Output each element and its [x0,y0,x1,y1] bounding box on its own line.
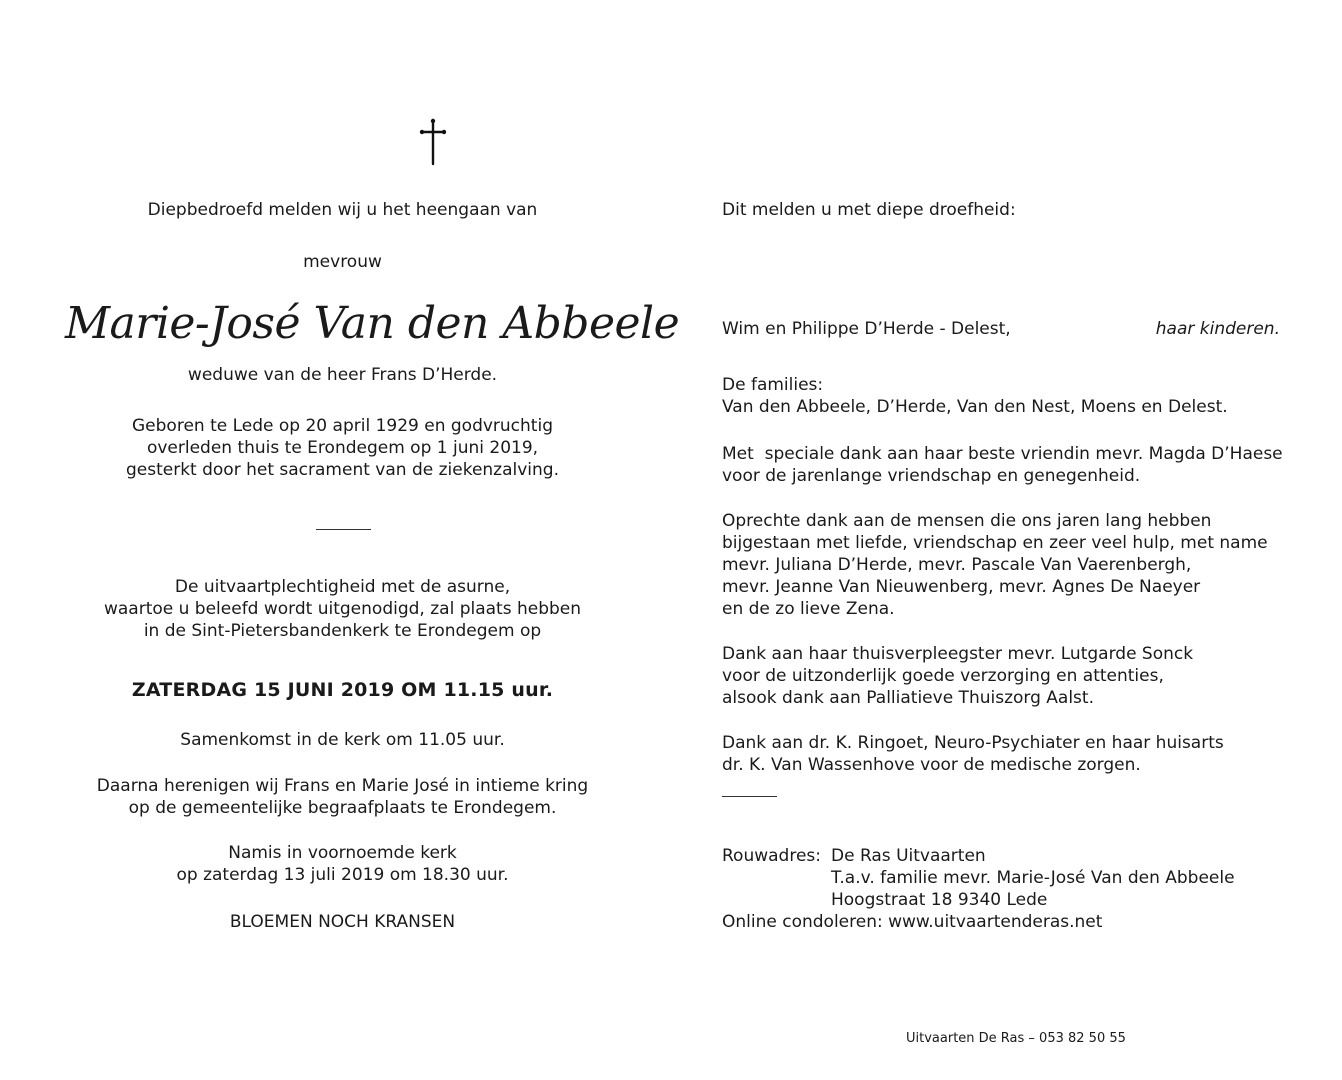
families-list: Van den Abbeele, D’Herde, Van den Nest, Moens en Delest. [722,397,1228,417]
address-line-1: De Ras Uitvaarten [831,846,986,866]
deceased-name: Marie-José Van den Abbeele [65,298,680,349]
ceremony-line-3: in de Sint-Pietersbandenkerk te Erondegem op [143,621,542,641]
thanks-people-line-2: bijgestaan met liefde, vriendschap en zeer veel hulp, met name [722,533,1268,553]
thanks-people-line-5: en de zo lieve Zena. [722,599,895,619]
mourning-address [722,845,1235,933]
children-names: Wim en Philippe D’Herde - Delest, [722,319,1011,339]
thanks-friend-line-2: voor de jarenlange vriendschap en genegenheid. [722,466,1141,486]
families-label: De families: [722,375,824,395]
widow-of-text: weduwe van de heer Frans D’Herde. [187,365,498,385]
dagger-cross-icon [417,118,449,166]
address-row [722,845,1235,867]
divider-line [722,796,777,797]
later-mass-line-2: op zaterdag 13 juli 2019 om 18.30 uur. [176,865,509,885]
ceremony-line-2: waartoe u beleefd wordt uitgenodigd, zal plaats hebben [103,599,582,619]
thanks-people-line-1: Oprechte dank aan de mensen die ons jaren lang hebben [722,511,1212,531]
address-line-2: T.a.v. familie mevr. Marie-José Van den Abbeele [831,868,1235,888]
thanks-people-line-4: mevr. Jeanne Van Nieuwenberg, mevr. Agnes De Naeyer [722,577,1201,597]
thanks-nurse-line-3: alsook dank aan Palliatieve Thuiszorg Aalst. [722,688,1094,708]
thanks-nurse-line-1: Dank aan haar thuisverpleegster mevr. Lutgarde Sonck [722,644,1194,664]
online-condolence: Online condoleren: www.uitvaartenderas.net [722,912,1103,932]
thanks-doctors-line-1: Dank aan dr. K. Ringoet, Neuro-Psychiater en haar huisarts [722,733,1224,753]
burial-line-2: op de gemeentelijke begraafplaats te Erondegem. [128,798,557,818]
thanks-nurse-line-2: voor de uitzonderlijk goede verzorging en attenties, [722,666,1164,686]
funeral-date: ZATERDAG 15 JUNI 2019 OM 11.15 uur. [131,679,554,701]
intro-text: Dit melden u met diepe droefheid: [722,200,1016,220]
address-line-3: Hoogstraat 18 9340 Lede [831,890,1048,910]
birth-death-line-2: overleden thuis te Erondegem op 1 juni 2019, [146,438,539,458]
thanks-friend-line-1: Met speciale dank aan haar beste vriendin mevr. Magda D’Haese [722,444,1283,464]
thanks-people-line-3: mevr. Juliana D’Herde, mevr. Pascale Van Vaerenbergh, [722,555,1192,575]
ceremony-line-1: De uitvaartplechtigheid met de asurne, [174,577,511,597]
birth-death-line-1: Geboren te Lede op 20 april 1929 en godvruchtig [132,416,553,436]
funeral-home-footer: Uitvaarten De Ras – 053 82 50 55 [906,1031,1126,1046]
children-role: haar kinderen. [1155,319,1280,339]
honorific-text: mevrouw [303,252,382,272]
later-mass-line-1: Namis in voornoemde kerk [228,843,457,863]
thanks-doctors-line-2: dr. K. Van Wassenhove voor de medische zorgen. [722,755,1141,775]
flowers-notice: BLOEMEN NOCH KRANSEN [229,912,456,932]
divider-line [316,529,371,530]
gathering-text: Samenkomst in de kerk om 11.05 uur. [180,730,505,750]
burial-line-1: Daarna herenigen wij Frans en Marie José in intieme kring [96,776,589,796]
address-label: Rouwadres: [722,846,821,866]
birth-death-line-3: gesterkt door het sacrament van de ziekenzalving. [125,460,560,480]
announcement-text: Diepbedroefd melden wij u het heengaan van [147,200,538,220]
